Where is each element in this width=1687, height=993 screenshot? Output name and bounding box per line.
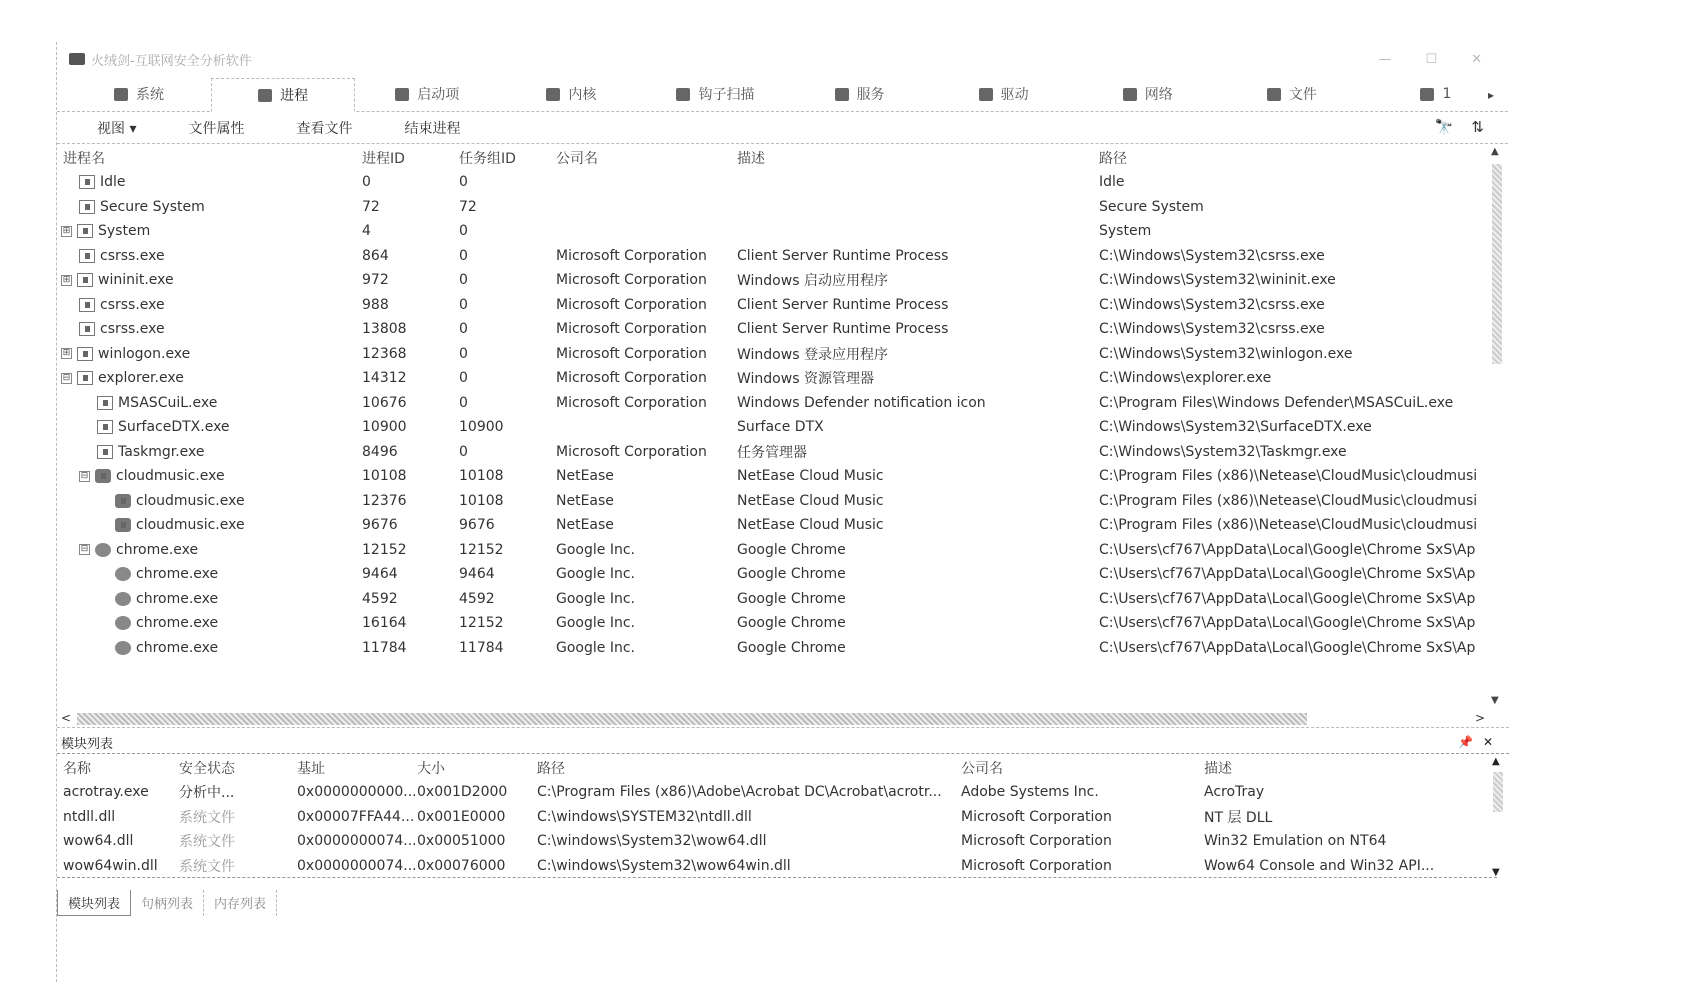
- task-group-id: 0: [459, 370, 468, 387]
- process-vertical-scrollbar[interactable]: [1490, 146, 1504, 706]
- process-id: 72: [362, 198, 380, 215]
- description: Google Chrome: [737, 639, 846, 656]
- process-solid-icon: [95, 469, 111, 483]
- company-name: [556, 219, 737, 244]
- task-group-id: 9464: [459, 566, 495, 583]
- bottom-tabs: [57, 890, 277, 916]
- company-name: Microsoft Corporation: [556, 321, 707, 338]
- process-row[interactable]: [57, 244, 1489, 269]
- description: Client Server Runtime Process: [737, 321, 949, 338]
- bottom-tab-1[interactable]: 句柄列表: [131, 890, 204, 916]
- security-status: 系统文件: [179, 834, 235, 851]
- process-row[interactable]: [57, 636, 1489, 661]
- collapse-icon[interactable]: ⊟: [62, 372, 71, 383]
- expand-icon[interactable]: ⊞: [62, 348, 71, 359]
- description: Windows Defender notification icon: [737, 394, 986, 411]
- task-group-id: 0: [459, 223, 468, 240]
- company-name: NetEase: [556, 492, 614, 509]
- module-panel-header: [57, 732, 1509, 754]
- process-taskmgr-icon: [97, 445, 113, 459]
- process-id: 988: [362, 296, 389, 313]
- process-row[interactable]: [57, 611, 1489, 636]
- process-row[interactable]: [57, 293, 1489, 318]
- process-round-icon: [115, 567, 131, 581]
- module-name: acrotray.exe: [63, 784, 149, 801]
- module-table-header: [57, 756, 1494, 780]
- process-window-icon: [97, 420, 113, 434]
- process-name: chrome.exe: [136, 639, 219, 656]
- process-name: cloudmusic.exe: [116, 468, 225, 485]
- tab-process[interactable]: [211, 78, 355, 112]
- description: NetEase Cloud Music: [737, 468, 884, 485]
- tab-scroll-right-icon[interactable]: ▸: [1487, 88, 1494, 102]
- module-description: NT 层 DLL: [1204, 809, 1273, 826]
- column-header-module-name[interactable]: 名称: [63, 761, 91, 777]
- path: Idle: [1099, 174, 1125, 191]
- process-row[interactable]: [57, 268, 1489, 293]
- company-name: Microsoft Corporation: [556, 394, 707, 411]
- file-icon: [1267, 88, 1281, 101]
- process-id: 12152: [362, 541, 407, 558]
- task-group-id: 12152: [459, 615, 504, 632]
- description: Client Server Runtime Process: [737, 247, 949, 264]
- process-id: 972: [362, 272, 389, 289]
- module-row[interactable]: [57, 829, 1494, 854]
- process-name: csrss.exe: [100, 296, 165, 313]
- service-icon: [835, 88, 849, 101]
- tab-kernel[interactable]: [499, 77, 643, 111]
- process-window-icon: [79, 322, 95, 336]
- scroll-thumb[interactable]: [1492, 164, 1502, 364]
- task-group-id: 0: [459, 443, 468, 460]
- base-address: 0x00007FFA44...: [297, 808, 415, 825]
- company-name: Microsoft Corporation: [556, 370, 707, 387]
- process-window-icon: [77, 224, 93, 238]
- toolbar: [57, 112, 1508, 144]
- process-solid-icon: [115, 494, 131, 508]
- tab-service[interactable]: [788, 77, 932, 111]
- task-group-id: 0: [459, 174, 468, 191]
- module-company: Microsoft Corporation: [961, 833, 1112, 850]
- path: C:\Windows\System32\csrss.exe: [1099, 321, 1325, 338]
- process-name: System: [98, 223, 151, 240]
- module-path: C:\windows\System32\wow64win.dll: [537, 857, 791, 874]
- company-name: [556, 170, 737, 195]
- tab-label: 1: [1442, 86, 1452, 102]
- scroll-down-icon[interactable]: ▼: [1491, 695, 1499, 706]
- process-name: Idle: [100, 174, 126, 191]
- process-id: 864: [362, 247, 389, 264]
- module-scroll-thumb[interactable]: [1493, 772, 1503, 812]
- close-button[interactable]: ✕: [1471, 51, 1482, 67]
- module-name: ntdll.dll: [63, 808, 116, 825]
- module-company: Microsoft Corporation: [961, 857, 1112, 874]
- task-group-id: 72: [459, 198, 477, 215]
- process-row[interactable]: [57, 317, 1489, 342]
- column-header-pid[interactable]: 进程ID: [362, 151, 405, 167]
- path: System: [1099, 223, 1152, 240]
- process-id: 12368: [362, 345, 407, 362]
- scroll-up-icon[interactable]: ▲: [1491, 146, 1499, 157]
- column-header-size[interactable]: 大小: [417, 761, 445, 777]
- description: Google Chrome: [737, 590, 846, 607]
- process-window-icon: [79, 200, 95, 214]
- process-table: [57, 146, 1509, 706]
- security-status: 系统文件: [179, 809, 235, 826]
- process-horizontal-scrollbar[interactable]: [57, 710, 1509, 728]
- module-path: C:\windows\System32\wow64.dll: [537, 833, 767, 850]
- path: Secure System: [1099, 198, 1204, 215]
- description: [737, 195, 1099, 220]
- task-group-id: 11784: [459, 639, 504, 656]
- startup-icon: [395, 88, 409, 101]
- path: C:\Windows\System32\csrss.exe: [1099, 247, 1325, 264]
- column-header-module-description[interactable]: 描述: [1204, 761, 1232, 777]
- company-name: Google Inc.: [556, 590, 635, 607]
- module-size: 0x001D2000: [417, 784, 508, 801]
- tab-file[interactable]: [1220, 77, 1364, 111]
- description: Google Chrome: [737, 566, 846, 583]
- view-menu-button[interactable]: 视图 ▾: [97, 120, 137, 137]
- process-window-icon: [79, 175, 95, 189]
- module-name: wow64win.dll: [63, 857, 158, 874]
- process-name: MSASCuiL.exe: [118, 394, 218, 411]
- path: C:\Program Files (x86)\Netease\CloudMusic\cloudmusi: [1099, 468, 1478, 485]
- tab-label: 内核: [568, 87, 597, 103]
- process-id: 4: [362, 223, 371, 240]
- module-scroll-up-icon[interactable]: ▲: [1492, 756, 1500, 767]
- tab-label: 服务: [856, 87, 885, 103]
- module-row[interactable]: [57, 780, 1494, 805]
- network-icon: [1123, 88, 1137, 101]
- process-name: chrome.exe: [136, 615, 219, 632]
- company-name: Microsoft Corporation: [556, 272, 707, 289]
- process-row[interactable]: [57, 587, 1489, 612]
- path: C:\Windows\explorer.exe: [1099, 370, 1272, 387]
- module-scroll-down-icon[interactable]: ▼: [1492, 867, 1500, 878]
- description: Client Server Runtime Process: [737, 296, 949, 313]
- file-properties-button[interactable]: 文件属性: [188, 120, 245, 137]
- process-row[interactable]: [57, 391, 1489, 416]
- process-name: Taskmgr.exe: [118, 443, 205, 460]
- process-name: chrome.exe: [136, 590, 219, 607]
- base-address: 0x0000000000...: [297, 784, 417, 801]
- path: C:\Windows\System32\wininit.exe: [1099, 272, 1336, 289]
- company-name: Google Inc.: [556, 541, 635, 558]
- company-name: Microsoft Corporation: [556, 247, 707, 264]
- process-icon: [258, 89, 272, 102]
- process-id: 10900: [362, 419, 407, 436]
- hook-icon: [676, 88, 690, 101]
- process-row[interactable]: [57, 170, 1489, 195]
- description: NetEase Cloud Music: [737, 517, 884, 534]
- company-name: [556, 415, 737, 440]
- process-row[interactable]: [57, 513, 1489, 538]
- description: Windows 登录应用程序: [737, 346, 888, 363]
- process-id: 13808: [362, 321, 407, 338]
- expand-icon[interactable]: ⊞: [62, 225, 71, 236]
- main-tabs: [57, 76, 1508, 112]
- description: NetEase Cloud Music: [737, 492, 884, 509]
- task-group-id: 10108: [459, 492, 504, 509]
- process-id: 4592: [362, 590, 398, 607]
- base-address: 0x0000000074...: [297, 833, 417, 850]
- module-size: 0x001E0000: [417, 808, 506, 825]
- view-file-button[interactable]: 查看文件: [296, 120, 353, 137]
- driver-icon: [979, 88, 993, 101]
- process-id: 11784: [362, 639, 407, 656]
- tab-hook[interactable]: [643, 77, 787, 111]
- process-name: wininit.exe: [98, 272, 174, 289]
- column-header-module-path[interactable]: 路径: [537, 761, 565, 777]
- column-header-module-company[interactable]: 公司名: [961, 761, 1003, 777]
- process-name: winlogon.exe: [98, 345, 191, 362]
- process-name: csrss.exe: [100, 321, 165, 338]
- path: C:\Users\cf767\AppData\Local\Google\Chrome SxS\Ap: [1099, 541, 1476, 558]
- description: Windows 启动应用程序: [737, 273, 888, 290]
- pin-icon[interactable]: 📌: [1457, 735, 1473, 749]
- path: C:\Program Files (x86)\Netease\CloudMusic\cloudmusi: [1099, 492, 1478, 509]
- tab-label: 驱动: [1000, 87, 1029, 103]
- module-company: Microsoft Corporation: [961, 808, 1112, 825]
- company-name: NetEase: [556, 468, 614, 485]
- more-icon: [1420, 88, 1434, 101]
- description: [737, 170, 1099, 195]
- bottom-tab-2[interactable]: 内存列表: [204, 890, 277, 916]
- sort-icon[interactable]: ⇅: [1471, 118, 1484, 136]
- task-group-id: 0: [459, 247, 468, 264]
- process-row[interactable]: [57, 342, 1489, 367]
- task-group-id: 10900: [459, 419, 504, 436]
- path: C:\Windows\System32\SurfaceDTX.exe: [1099, 419, 1372, 436]
- company-name: Google Inc.: [556, 639, 635, 656]
- tab-system[interactable]: [67, 77, 211, 111]
- window-title: 火绒剑-互联网安全分析软件: [91, 53, 252, 69]
- expand-icon[interactable]: ⊞: [62, 274, 71, 285]
- path: C:\Users\cf767\AppData\Local\Google\Chrome SxS\Ap: [1099, 566, 1476, 583]
- path: C:\Windows\System32\csrss.exe: [1099, 296, 1325, 313]
- description: Google Chrome: [737, 541, 846, 558]
- process-shield-icon: [97, 396, 113, 410]
- security-status: 分析中...: [179, 785, 235, 802]
- column-header-description[interactable]: 描述: [737, 151, 765, 167]
- company-name: Microsoft Corporation: [556, 345, 707, 362]
- app-window: [56, 42, 1508, 982]
- company-name: Google Inc.: [556, 615, 635, 632]
- collapse-icon[interactable]: ⊟: [80, 470, 89, 481]
- task-group-id: 0: [459, 394, 468, 411]
- process-name: cloudmusic.exe: [136, 517, 245, 534]
- column-header-security-status[interactable]: 安全状态: [179, 761, 235, 777]
- process-window-icon: [79, 298, 95, 312]
- company-name: Google Inc.: [556, 566, 635, 583]
- module-path: C:\Program Files (x86)\Adobe\Acrobat DC\Acrobat\acrotr...: [537, 784, 942, 801]
- process-id: 12376: [362, 492, 407, 509]
- process-round-icon: [115, 616, 131, 630]
- process-row[interactable]: [57, 440, 1489, 465]
- security-status: 系统文件: [179, 858, 235, 875]
- module-name: wow64.dll: [63, 833, 134, 850]
- module-company: Adobe Systems Inc.: [961, 784, 1099, 801]
- process-id: 8496: [362, 443, 398, 460]
- process-id: 14312: [362, 370, 407, 387]
- process-name: cloudmusic.exe: [136, 492, 245, 509]
- process-window-icon: [77, 347, 93, 361]
- tab-label: 钩子扫描: [698, 87, 755, 103]
- task-group-id: 9676: [459, 517, 495, 534]
- module-table: [57, 756, 1497, 878]
- task-group-id: 0: [459, 345, 468, 362]
- end-process-button[interactable]: 结束进程: [404, 120, 461, 137]
- app-logo-icon: [69, 53, 85, 65]
- module-size: 0x00051000: [417, 833, 506, 850]
- module-size: 0x00076000: [417, 857, 506, 874]
- description: Google Chrome: [737, 615, 846, 632]
- tab-label: 进程: [280, 88, 309, 104]
- process-window-icon: [77, 273, 93, 287]
- module-row[interactable]: [57, 854, 1494, 879]
- process-row[interactable]: [57, 538, 1489, 563]
- company-name: Microsoft Corporation: [556, 443, 707, 460]
- process-id: 9464: [362, 566, 398, 583]
- description: Surface DTX: [737, 419, 824, 436]
- process-row[interactable]: [57, 415, 1489, 440]
- path: C:\Windows\System32\winlogon.exe: [1099, 345, 1353, 362]
- company-name: Microsoft Corporation: [556, 296, 707, 313]
- process-id: 10108: [362, 468, 407, 485]
- description: Windows 资源管理器: [737, 371, 874, 388]
- base-address: 0x0000000074...: [297, 857, 417, 874]
- scroll-right-icon[interactable]: >: [1474, 711, 1485, 725]
- tab-startup[interactable]: [355, 77, 499, 111]
- process-window-icon: [79, 249, 95, 263]
- process-round-icon: [95, 543, 111, 557]
- module-vertical-scrollbar[interactable]: [1491, 756, 1505, 878]
- process-round-icon: [115, 592, 131, 606]
- task-group-id: 10108: [459, 468, 504, 485]
- process-row[interactable]: [57, 489, 1489, 514]
- process-row[interactable]: [57, 219, 1489, 244]
- process-row[interactable]: [57, 366, 1489, 391]
- scroll-left-icon[interactable]: <: [61, 711, 72, 725]
- tab-more[interactable]: [1364, 77, 1508, 111]
- process-solid-icon: [115, 518, 131, 532]
- find-icon[interactable]: 🔭: [1434, 118, 1454, 136]
- task-group-id: 0: [459, 296, 468, 313]
- path: C:\Windows\System32\Taskmgr.exe: [1099, 443, 1347, 460]
- column-header-path[interactable]: 路径: [1099, 151, 1127, 167]
- column-header-company[interactable]: 公司名: [556, 151, 598, 167]
- task-group-id: 0: [459, 272, 468, 289]
- collapse-icon[interactable]: ⊟: [80, 544, 89, 555]
- process-row[interactable]: [57, 562, 1489, 587]
- module-description: Wow64 Console and Win32 API...: [1204, 857, 1435, 874]
- task-group-id: 0: [459, 321, 468, 338]
- column-header-base-address[interactable]: 基址: [297, 761, 325, 777]
- company-name: [556, 195, 737, 220]
- task-group-id: 4592: [459, 590, 495, 607]
- tab-network[interactable]: [1076, 77, 1220, 111]
- tab-label: 文件: [1288, 87, 1317, 103]
- tab-driver[interactable]: [932, 77, 1076, 111]
- module-path: C:\windows\SYSTEM32\ntdll.dll: [537, 808, 752, 825]
- column-header-process-name[interactable]: 进程名: [63, 151, 105, 167]
- module-description: Win32 Emulation on NT64: [1204, 833, 1387, 850]
- path: C:\Users\cf767\AppData\Local\Google\Chrome SxS\Ap: [1099, 590, 1476, 607]
- system-icon: [114, 88, 128, 101]
- path: C:\Program Files\Windows Defender\MSASCuiL.exe: [1099, 394, 1454, 411]
- task-group-id: 12152: [459, 541, 504, 558]
- maximize-button[interactable]: ☐: [1425, 51, 1438, 67]
- minimize-button[interactable]: —: [1378, 51, 1392, 67]
- path: C:\Program Files (x86)\Netease\CloudMusic\cloudmusi: [1099, 517, 1478, 534]
- process-id: 9676: [362, 517, 398, 534]
- process-name: chrome.exe: [136, 566, 219, 583]
- process-name: explorer.exe: [98, 370, 184, 387]
- process-id: 10676: [362, 394, 407, 411]
- process-row[interactable]: [57, 464, 1489, 489]
- process-id: 16164: [362, 615, 407, 632]
- title-bar: [57, 42, 1508, 76]
- path: C:\Users\cf767\AppData\Local\Google\Chrome SxS\Ap: [1099, 615, 1476, 632]
- company-name: NetEase: [556, 517, 614, 534]
- path: C:\Users\cf767\AppData\Local\Google\Chrome SxS\Ap: [1099, 639, 1476, 656]
- kernel-icon: [546, 88, 560, 101]
- process-table-header: [57, 146, 1489, 170]
- process-round-icon: [115, 641, 131, 655]
- description: [737, 219, 1099, 244]
- bottom-tab-0[interactable]: 模块列表: [57, 890, 131, 916]
- process-row[interactable]: [57, 195, 1489, 220]
- module-panel-title: 模块列表: [61, 737, 114, 752]
- tab-label: 网络: [1144, 87, 1173, 103]
- module-row[interactable]: [57, 805, 1494, 830]
- process-folder-icon: [77, 371, 93, 385]
- module-description: AcroTray: [1204, 784, 1265, 801]
- column-header-group-id[interactable]: 任务组ID: [459, 151, 516, 167]
- description: 任务管理器: [737, 444, 807, 461]
- tab-label: 系统: [136, 87, 165, 103]
- process-name: SurfaceDTX.exe: [118, 419, 230, 436]
- process-id: 0: [362, 174, 371, 191]
- process-name: chrome.exe: [116, 541, 199, 558]
- process-name: Secure System: [100, 198, 205, 215]
- tab-label: 启动项: [417, 87, 460, 103]
- process-name: csrss.exe: [100, 247, 165, 264]
- panel-close-icon[interactable]: ✕: [1482, 735, 1493, 749]
- horizontal-scroll-thumb[interactable]: [77, 713, 1307, 725]
